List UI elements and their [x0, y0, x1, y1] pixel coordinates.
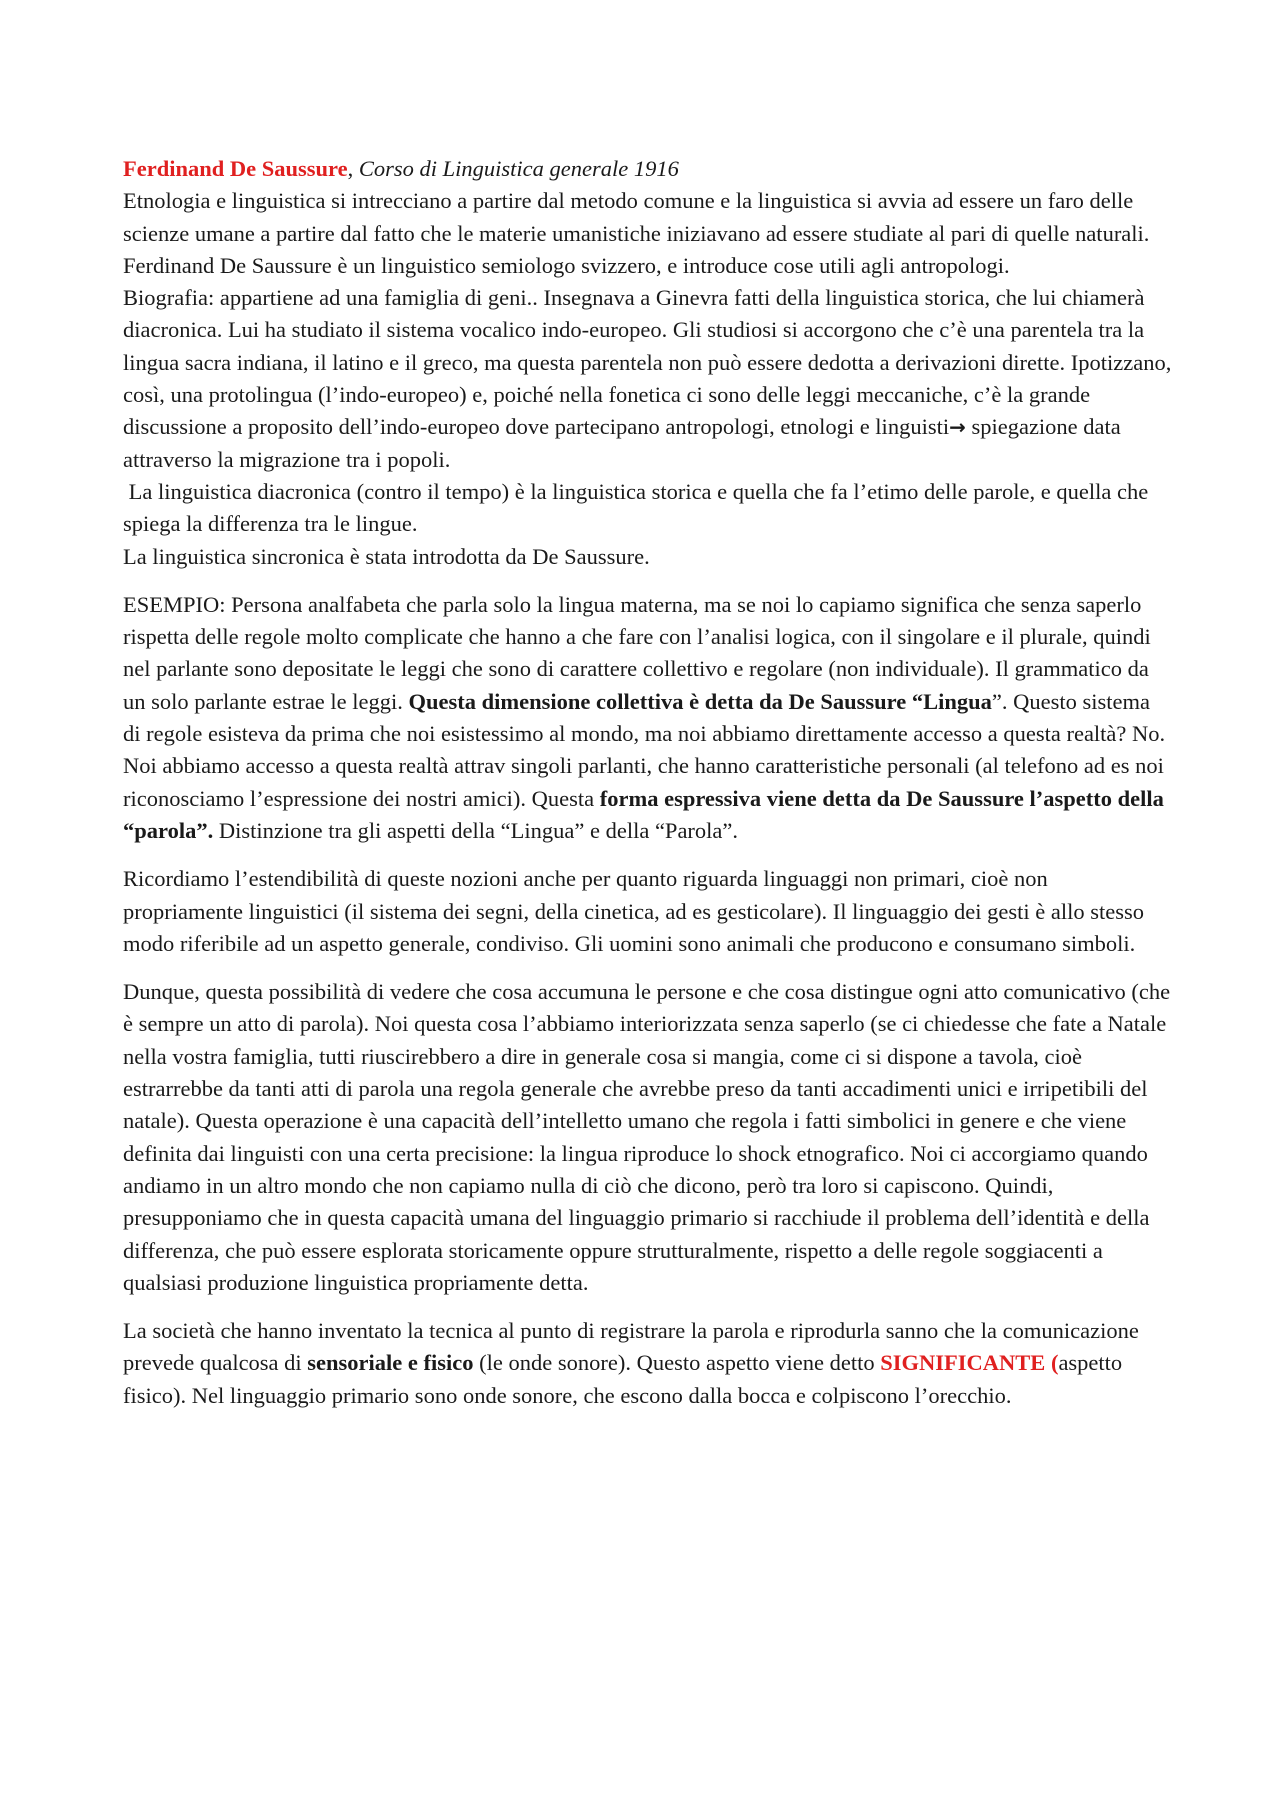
title-separator: ,: [347, 156, 359, 181]
intro-paragraph-3: [123, 282, 1173, 476]
biografia-text-end: spiegazione data attraverso la migrazione tra i popoli.: [123, 414, 1121, 472]
esempio-text-2: ”. Questo sistema di regole esisteva da prima che noi esistessimo al mondo, ma noi abbiamo direttamente accesso a questa realtà? No. Noi abbiamo accesso a questa realtà attrav singoli parlanti, che hanno caratteristiche personali (al telefono ad es noi riconosciamo l’espressione dei nostri amici). Questa: [123, 688, 1166, 811]
esempio-bold-parola: forma espressiva viene detta da De Saussure l’aspetto della “parola”.: [123, 785, 1164, 843]
intro-paragraph-1: Etnologia e linguistica si intrecciano a partire dal metodo comune e la linguistica si avvia ad essere un faro delle scienze umane a partire dal fatto che le materie umanistiche iniziavano ad essere studiate al pari di quelle naturali.: [123, 188, 1150, 246]
intro-paragraph-5: La linguistica sincronica è stata introdotta da De Saussure.: [123, 543, 650, 569]
societa-text-1: La società che hanno inventato la tecnica al punto di registrare la parola e riprodurla sanno che la comunicazione prevede qualcosa di: [123, 1318, 1139, 1376]
dunque-paragraph: Dunque, questa possibilità di vedere che cosa accumuna le persone e che cosa distingue ogni atto comunicativo (che è sempre un atto di parola). Noi questa cosa l’abbiamo interiorizzata senza saperlo (se ci chiedesse che fate a Natale nella vostra famiglia, tutti riuscirebbero a dire in generale cosa si mangia, come ci si dispone a tavola, cioè estrarrebbe da tanti atti di parola una regola generale che avrebbe preso da tanti accadimenti unici e irripetibili del natale). Questa operazione è una capacità dell’intelletto umano che regola i fatti simbolici in genere e che viene definita dai linguisti con una certa precisione: la lingua riproduce lo shock etnografico. Noi ci accorgiamo quando andiamo in un altro mondo che non capiamo nulla di ciò che dicono, però tra loro si capiscono. Quindi, presupponiamo che in questa capacità umana del linguaggio primario si racchiude il problema dell’identità e della differenza, che può essere esplorata storicamente oppure strutturalmente, rispetto a delle regole soggiacenti a qualsiasi produzione linguistica propriamente detta.: [123, 979, 1171, 1295]
intro-paragraph-2: Ferdinand De Saussure è un linguistico semiologo svizzero, e introduce cose utili agli antropologi.: [123, 252, 1010, 278]
esempio-text-1: ESEMPIO: Persona analfabeta che parla solo la lingua materna, ma se noi lo capiamo significa che senza saperlo rispetta delle regole molto complicate che hanno a che fare con l’analisi logica, con il singolare e il plurale, quindi nel parlante sono depositate le leggi che sono di carattere collettivo e regolare (non individuale). Il grammatico da un solo parlante estrae le leggi.: [123, 591, 1151, 714]
intro-paragraph-4: La linguistica diacronica (contro il tempo) è la linguistica storica e quella che fa l’etimo delle parole, e quella che spiega la differenza tra le lingue.: [123, 478, 1154, 537]
title-author: Ferdinand De Saussure: [123, 156, 348, 181]
esempio-bold-lingua: Questa dimensione collettiva è detta da De Saussure “Lingua: [408, 688, 992, 714]
arrow-right-icon: →: [949, 415, 966, 440]
societa-text-2: (le onde sonore). Questo aspetto viene detto: [473, 1350, 881, 1376]
ricordiamo-paragraph: Ricordiamo l’estendibilità di queste nozioni anche per quanto riguarda linguaggi non primari, cioè non propriamente linguistici (il sistema dei segni, della cinetica, ad es gesticolare). Il linguaggio dei gesti è allo stesso modo riferibile ad un aspetto generale, condiviso. Gli uomini sono animali che producono e consumano simboli.: [123, 866, 1144, 956]
esempio-text-3: Distinzione tra gli aspetti della “Lingua” e della “Parola”.: [213, 817, 739, 843]
societa-paragraph: [123, 1315, 1173, 1412]
societa-bold-sensoriale: sensoriale e fisico: [307, 1350, 474, 1376]
title-work: Corso di Linguistica generale 1916: [358, 156, 679, 181]
document-page: [123, 153, 1173, 1412]
biografia-text: Biografia: appartiene ad una famiglia di geni.. Insegnava a Ginevra fatti della linguistica storica, che lui chiamerà diacronica. Lui ha studiato il sistema vocalico indo-europeo. Gli studiosi si accorgono che c’è una parentela tra la lingua sacra indiana, il latino e il greco, ma questa parentela non può essere dedotta a derivazioni dirette. Ipotizzano, così, una protolingua (l’indo-europeo) e, poiché nella fonetica ci sono delle leggi meccaniche, c’è la grande discussione a proposito dell’indo-europeo dove partecipano antropologi, etnologi e linguisti: [123, 285, 1172, 440]
societa-text-3: aspetto fisico). Nel linguaggio primario sono onde sonore, che escono dalla bocca e colpiscono l’orecchio.: [123, 1350, 1123, 1408]
esempio-paragraph: [123, 589, 1173, 847]
document-title: [123, 153, 1173, 185]
significante-term: SIGNIFICANTE (: [880, 1350, 1059, 1376]
